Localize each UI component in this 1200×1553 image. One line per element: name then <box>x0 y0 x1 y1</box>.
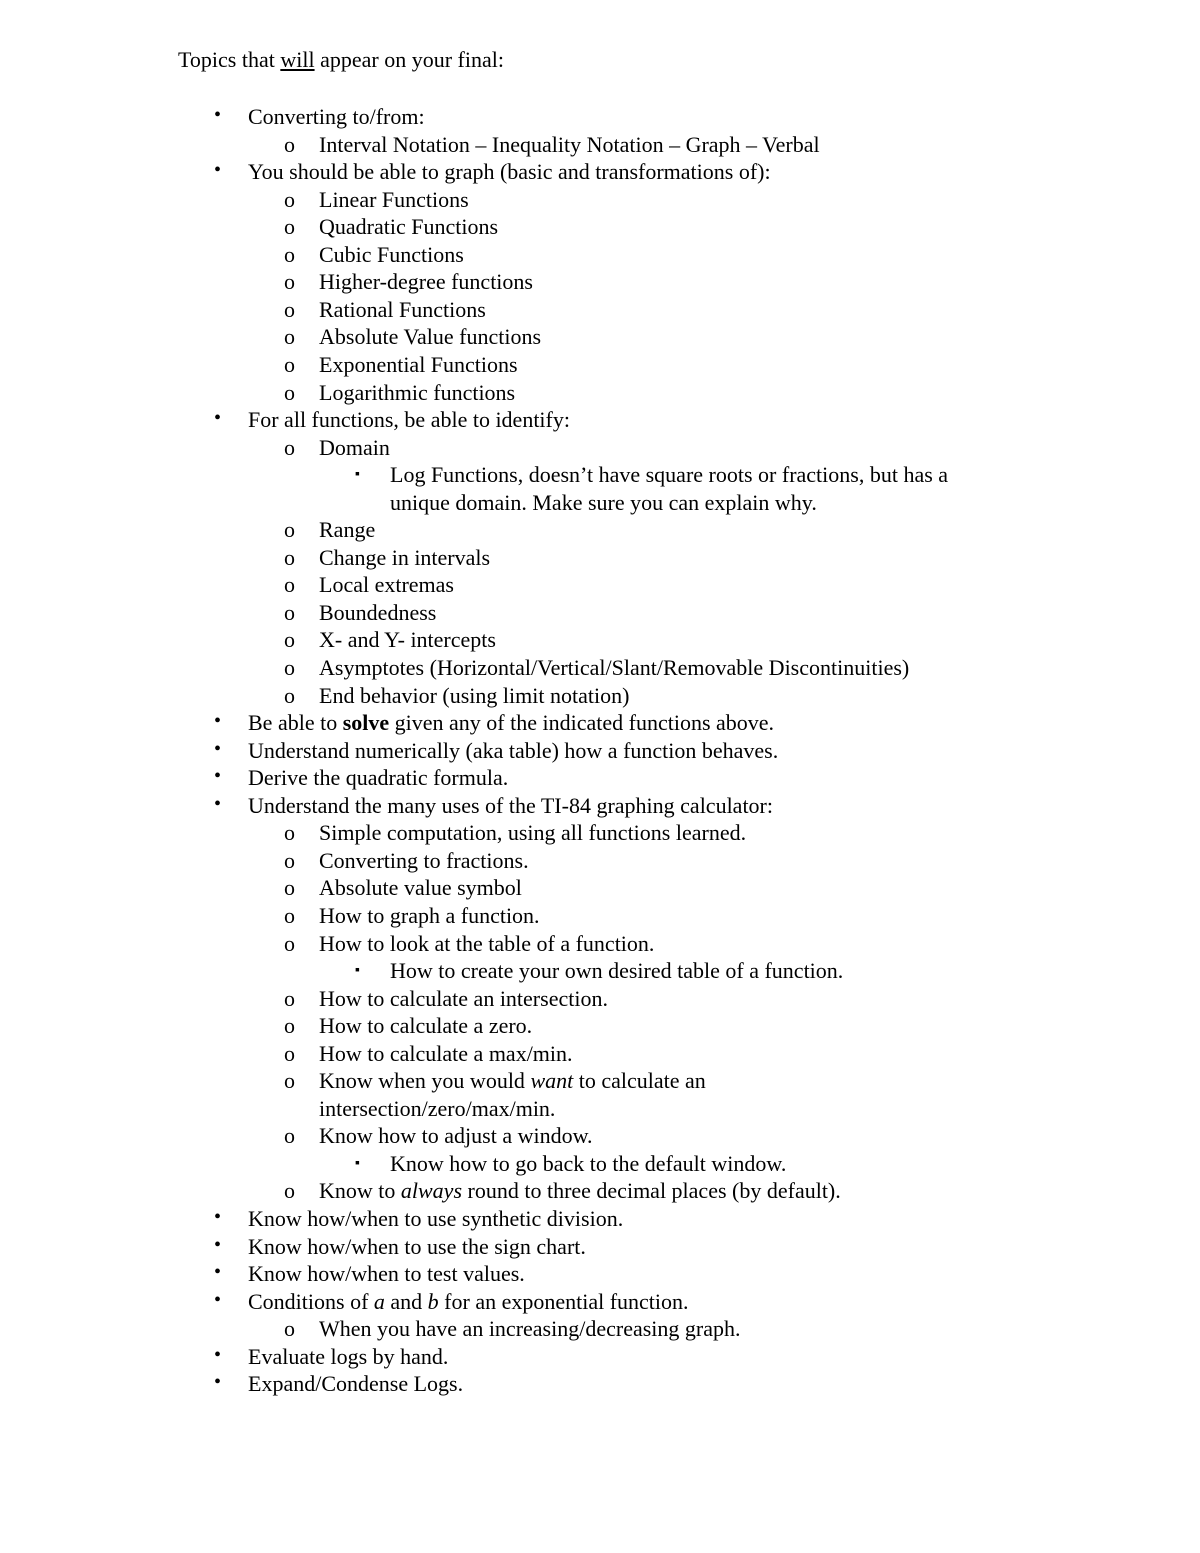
list-item <box>390 1151 786 1177</box>
list-item-text: Know when you would <box>319 1068 531 1094</box>
list-item-text: Interval Notation – Inequality Notation – Graph – Verbal <box>319 131 820 157</box>
list-item <box>248 1344 448 1370</box>
list-item <box>248 1206 623 1232</box>
list-item-text: Know how/when to use synthetic division. <box>248 1206 624 1231</box>
list-item <box>319 297 486 323</box>
circle-bullet-icon: o <box>284 1068 295 1094</box>
bullet-icon: • <box>214 159 222 182</box>
list-item <box>319 1316 741 1342</box>
list-item-text: given any of the indicated functions above. <box>389 710 775 736</box>
list-item <box>248 1371 463 1397</box>
bullet-icon: • <box>214 1261 222 1284</box>
bullet-icon: • <box>214 710 222 733</box>
list-item-text: Understand numerically (aka table) how a function behaves. <box>248 737 779 763</box>
bullet-icon: • <box>214 1288 222 1311</box>
list-item <box>390 462 948 488</box>
list-item-text: and <box>384 1288 428 1314</box>
circle-bullet-icon: o <box>284 544 295 570</box>
list-item-text: Know to <box>319 1178 401 1204</box>
list-item <box>319 1096 555 1122</box>
circle-bullet-icon: o <box>284 186 295 212</box>
list-item-text: always <box>400 1178 463 1204</box>
list-item <box>319 931 654 957</box>
list-item-text: Know how to go back to the default window. <box>390 1150 787 1176</box>
list-item-text: For all functions, be able to identify: <box>248 407 570 433</box>
list-item-text: Know how/when to test values. <box>248 1261 525 1287</box>
list-item-text: Know how to adjust a window. <box>319 1123 593 1149</box>
circle-bullet-icon: o <box>284 572 295 598</box>
list-item-text: Converting to/from: <box>248 104 425 129</box>
list-item-text: intersection/zero/max/min. <box>319 1095 556 1121</box>
list-item <box>319 627 496 653</box>
list-item-text: Range <box>319 517 376 543</box>
list-item-text: X- and Y- intercepts <box>319 627 496 653</box>
circle-bullet-icon: o <box>284 131 295 157</box>
page-title <box>178 47 504 73</box>
list-item <box>319 242 464 268</box>
list-item <box>319 269 533 295</box>
list-item <box>248 159 771 185</box>
list-item-text: Asymptotes (Horizontal/Vertical/Slant/Removable Discontinuities) <box>319 655 910 680</box>
circle-bullet-icon: o <box>284 296 295 322</box>
list-item-text: Change in intervals <box>319 544 491 570</box>
list-item <box>319 517 375 543</box>
list-item-text: unique domain. Make sure you can explain why. <box>390 489 817 515</box>
circle-bullet-icon: o <box>284 930 295 956</box>
list-item <box>319 1178 841 1204</box>
circle-bullet-icon: o <box>284 847 295 873</box>
list-item <box>319 572 454 598</box>
circle-bullet-icon: o <box>284 627 295 653</box>
list-item-text: Converting to fractions. <box>319 847 529 873</box>
circle-bullet-icon: o <box>284 655 295 680</box>
list-item-text: Absolute Value functions <box>319 324 542 350</box>
list-item <box>319 324 541 350</box>
list-item-text: End behavior (using limit notation) <box>319 682 630 708</box>
list-item <box>319 545 490 571</box>
list-item <box>248 738 778 764</box>
bullet-icon: • <box>214 407 222 430</box>
list-item-text: How to graph a function. <box>319 902 540 928</box>
square-bullet-icon: ▪ <box>355 467 360 483</box>
circle-bullet-icon: o <box>284 1040 295 1066</box>
list-item-text: Absolute value symbol <box>319 875 522 901</box>
circle-bullet-icon: o <box>284 241 295 267</box>
list-item <box>248 1261 525 1287</box>
square-bullet-icon: ▪ <box>355 1155 360 1171</box>
bullet-icon: • <box>214 1206 222 1228</box>
circle-bullet-icon: o <box>284 682 295 708</box>
circle-bullet-icon: o <box>284 875 295 901</box>
title-pre: Topics that <box>178 47 281 72</box>
list-item <box>319 683 629 709</box>
list-item <box>319 903 540 929</box>
circle-bullet-icon: o <box>284 902 295 928</box>
list-item <box>248 407 570 433</box>
list-item-text: Logarithmic functions <box>319 379 516 405</box>
circle-bullet-icon: o <box>284 985 295 1011</box>
bullet-icon: • <box>214 104 222 126</box>
square-bullet-icon: ▪ <box>355 963 360 979</box>
circle-bullet-icon: o <box>284 379 295 405</box>
list-item-text: b <box>427 1288 439 1314</box>
list-item-text: How to calculate an intersection. <box>319 985 608 1011</box>
list-item <box>319 875 522 901</box>
list-item <box>319 655 909 681</box>
list-item-text: Higher-degree functions <box>319 269 533 295</box>
circle-bullet-icon: o <box>284 820 295 846</box>
list-item <box>319 848 529 874</box>
title-underlined: will <box>280 47 315 72</box>
list-item-text: How to calculate a zero. <box>319 1013 533 1039</box>
list-item <box>319 600 436 626</box>
list-item-text: a <box>373 1288 385 1314</box>
circle-bullet-icon: o <box>284 269 295 295</box>
list-item <box>248 710 774 736</box>
list-item <box>319 435 390 461</box>
list-item <box>248 793 773 819</box>
bullet-icon: • <box>214 1233 222 1256</box>
list-item <box>319 380 515 406</box>
list-item-text: How to create your own desired table of a function. <box>390 958 844 984</box>
list-item-text: round to three decimal places (by default). <box>462 1178 841 1204</box>
list-item-text: When you have an increasing/decreasing graph. <box>319 1316 741 1342</box>
bullet-icon: • <box>214 1371 222 1394</box>
list-item-text: You should be able to graph (basic and transformations of): <box>248 159 771 185</box>
circle-bullet-icon: o <box>284 324 295 350</box>
list-item <box>319 214 498 240</box>
title-post: appear on your final: <box>314 47 504 72</box>
bullet-icon: • <box>214 765 222 788</box>
list-item-text: Conditions of <box>248 1288 374 1314</box>
list-item-text: Boundedness <box>319 599 437 625</box>
list-item <box>248 765 508 791</box>
list-item <box>319 1041 573 1067</box>
list-item <box>319 1123 593 1149</box>
list-item-text: want <box>530 1068 574 1094</box>
list-item-text: solve <box>342 710 390 736</box>
list-item <box>248 1234 586 1260</box>
circle-bullet-icon: o <box>284 434 295 460</box>
list-item-text: How to look at the table of a function. <box>319 930 655 956</box>
list-item-text: Evaluate logs by hand. <box>248 1343 449 1369</box>
bullet-icon: • <box>214 792 222 815</box>
list-item-text: to calculate an <box>573 1068 706 1094</box>
list-item <box>390 490 817 516</box>
list-item-text: Understand the many uses of the TI-84 graphing calculator: <box>248 792 773 818</box>
list-item-text: Simple computation, using all functions learned. <box>319 820 747 846</box>
bullet-icon: • <box>214 737 222 760</box>
list-item-text: Local extremas <box>319 572 454 598</box>
bullet-icon: • <box>214 1343 222 1366</box>
circle-bullet-icon: o <box>284 1178 295 1204</box>
list-item <box>248 1289 689 1315</box>
list-item <box>248 104 425 130</box>
list-item-text: Cubic Functions <box>319 241 464 267</box>
list-item <box>319 352 518 378</box>
circle-bullet-icon: o <box>284 1013 295 1039</box>
list-item-text: Domain <box>319 434 390 460</box>
list-item-text: Be able to <box>248 710 343 736</box>
circle-bullet-icon: o <box>284 1123 295 1149</box>
list-item-text: Linear Functions <box>319 186 469 212</box>
list-item <box>319 986 608 1012</box>
circle-bullet-icon: o <box>284 599 295 625</box>
list-item <box>319 820 746 846</box>
list-item-text: Exponential Functions <box>319 351 518 377</box>
list-item-text: for an exponential function. <box>438 1288 689 1314</box>
list-item-text: How to calculate a max/min. <box>319 1040 573 1066</box>
list-item <box>319 187 469 213</box>
list-item-text: Log Functions, doesn’t have square roots or fractions, but has a <box>390 462 949 488</box>
list-item <box>319 1068 706 1094</box>
circle-bullet-icon: o <box>284 351 295 377</box>
list-item-text: Derive the quadratic formula. <box>248 765 509 791</box>
list-item-text: Know how/when to use the sign chart. <box>248 1233 586 1259</box>
list-item-text: Expand/Condense Logs. <box>248 1371 464 1397</box>
list-item <box>319 132 820 158</box>
list-item-text: Quadratic Functions <box>319 214 499 240</box>
circle-bullet-icon: o <box>284 1316 295 1342</box>
list-item <box>390 958 843 984</box>
list-item <box>319 1013 532 1039</box>
list-item-text: Rational Functions <box>319 296 486 322</box>
circle-bullet-icon: o <box>284 214 295 240</box>
circle-bullet-icon: o <box>284 517 295 543</box>
